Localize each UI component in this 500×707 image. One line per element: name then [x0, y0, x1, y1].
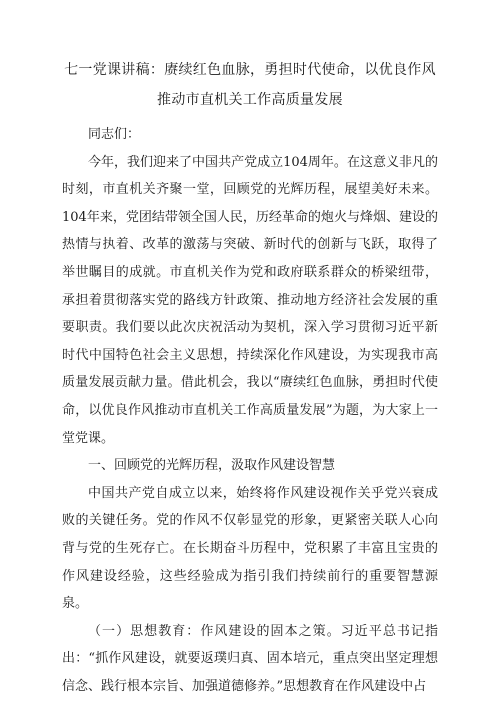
- greeting: 同志们：: [88, 127, 141, 142]
- intro-paragraph: 今年，我们迎来了中国共产党成立104周年。在这意义非凡的时刻，市直机关齐聚一堂，回顾党的光辉历程，展望美好未来。104年来，党团结带领全国人民，历经革命的炮火与烽烟、建设的热情与执着、改革的激荡与突破、新时代的创新与飞跃，取得了举世瞩目的成就。市直机关作为党和政府联系群众的桥梁纽带，承担着贯彻落实党的路线方针政策、推动地方经济社会发展的重要职责。我们要以此次庆祝活动为契机，深入学习贯彻习近平新时代中国特色社会主义思想，持续深化作风建设，为实现我市高质量发展贡献力量。借此机会，我以“赓续红色血脉，勇担时代使命，以优良作风推动市直机关工作高质量发展”为题，为大家上一堂党课。: [62, 154, 438, 446]
- document-title-line-2: 推动市直机关工作高质量发展: [157, 92, 343, 108]
- section-heading-1: 一、回顾党的光辉历程，汲取作风建设智慧: [88, 458, 336, 474]
- document-title-line-1: 七一党课讲稿：赓续红色血脉，勇担时代使命，以优良作风: [64, 62, 436, 78]
- section-1-paragraph: 中国共产党自成立以来，始终将作风建设视作关乎党兴衰成败的关键任务。党的作风不仅彰显党的形象，更紧密关联人心向背与党的生死存亡。在长期奋斗历程中，党积累了丰富且宝贵的作风建设经验，这些经验成为指引我们持续前行的重要智慧源泉。: [62, 485, 438, 612]
- subsection-1-paragraph: （一）思想教育：作风建设的固本之策。习近平总书记指出：“抓作风建设，就要返璞归真、固本培元，重点突出坚定理想信念、践行根本宗旨、加强道德修养。”思想教育在作风建设中占: [62, 623, 438, 694]
